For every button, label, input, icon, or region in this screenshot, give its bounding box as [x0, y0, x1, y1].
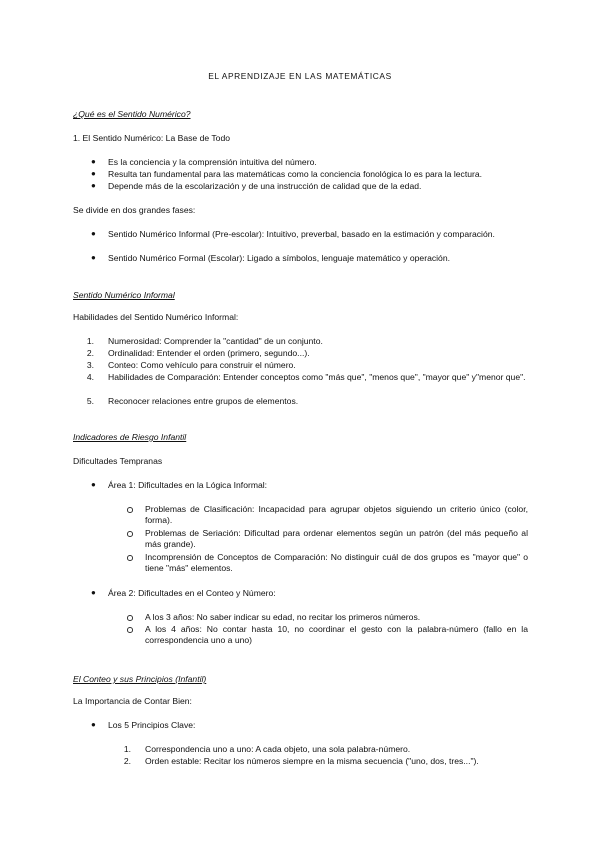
area-heading: Área 1: Dificultades en la Lógica Informal:	[108, 480, 268, 490]
sub-list-item: Orden estable: Recitar los números siempre en la misma secuencia ("uno, dos, tres...").	[145, 756, 479, 766]
subtitle-base: 1. El Sentido Numérico: La Base de Todo	[73, 133, 231, 143]
list-item: Sentido Numérico Informal (Pre-escolar): Intuitivo, preverbal, basado en la estimación y comparación.	[108, 229, 495, 239]
list-number: 2.	[123, 756, 131, 766]
bullet-dot-icon: ●	[91, 480, 96, 489]
section-heading-sentido-numerico: ¿Qué es el Sentido Numérico?	[73, 109, 191, 119]
sub-list-item: A los 3 años: No saber indicar su edad, no recitar los primeros números.	[145, 612, 421, 622]
circle-bullet-icon	[127, 531, 133, 537]
principles-heading: Los 5 Principios Clave:	[108, 720, 196, 730]
sub-list-item: A los 4 años: No contar hasta 10, no coordinar el gesto con la palabra-número (fallo en la correspondencia uno a uno)	[145, 624, 528, 645]
section-heading-informal: Sentido Numérico Informal	[73, 290, 175, 300]
bullet-dot-icon: ●	[91, 253, 96, 262]
circle-bullet-icon	[127, 555, 133, 561]
list-item: Es la conciencia y la comprensión intuitiva del número.	[108, 157, 317, 167]
list-number: 2.	[86, 348, 94, 358]
bullet-dot-icon: ●	[91, 720, 96, 729]
sub-list-item: Problemas de Seriación: Dificultad para ordenar elementos según un patrón (del más pequeño al más grande).	[145, 528, 528, 549]
skills-intro: Habilidades del Sentido Numérico Informal:	[73, 312, 239, 322]
bullet-dot-icon: ●	[91, 157, 96, 166]
list-item: Habilidades de Comparación: Entender conceptos como "más que", "menos que", "mayor que" y"menor que".	[108, 372, 526, 382]
section-heading-riesgo: Indicadores de Riesgo Infantil	[73, 432, 187, 442]
list-item: Sentido Numérico Formal (Escolar): Ligado a símbolos, lenguaje matemático y operación.	[108, 253, 451, 263]
list-item: Conteo: Como vehículo para construir el número.	[108, 360, 296, 370]
sub-list-item: Correspondencia uno a uno: A cada objeto, una sola palabra-número.	[145, 744, 411, 754]
phases-intro: Se divide en dos grandes fases:	[73, 205, 196, 215]
bullet-dot-icon: ●	[91, 181, 96, 190]
bullet-dot-icon: ●	[91, 169, 96, 178]
list-number: 4.	[86, 372, 94, 382]
list-item: Resulta tan fundamental para las matemáticas como la conciencia fonológica lo es para la lectura.	[108, 169, 483, 179]
circle-bullet-icon	[127, 615, 133, 621]
document-title: EL APRENDIZAJE EN LAS MATEMÁTICAS	[208, 71, 392, 81]
list-item: Reconocer relaciones entre grupos de elementos.	[108, 396, 299, 406]
bullet-dot-icon: ●	[91, 229, 96, 238]
difficulties-intro: Dificultades Tempranas	[73, 456, 163, 466]
bullet-dot-icon: ●	[91, 588, 96, 597]
sub-list-item: Problemas de Clasificación: Incapacidad para agrupar objetos siguiendo un criterio único (color, forma).	[145, 504, 528, 525]
list-item: Numerosidad: Comprender la "cantidad" de un conjunto.	[108, 336, 323, 346]
circle-bullet-icon	[127, 507, 133, 513]
sub-list-item: Incomprensión de Conceptos de Comparación: No distinguir cuál de dos grupos es "mayor que" o tiene "más" elementos.	[145, 552, 528, 573]
counting-intro: La Importancia de Contar Bien:	[73, 696, 192, 706]
list-number: 5.	[86, 396, 94, 406]
area-heading: Área 2: Dificultades en el Conteo y Número:	[108, 588, 276, 598]
circle-bullet-icon	[127, 627, 133, 633]
list-number: 3.	[86, 360, 94, 370]
list-item: Depende más de la escolarización y de una instrucción de calidad que de la edad.	[108, 181, 422, 191]
section-heading-conteo: El Conteo y sus Principios (Infantil)	[73, 674, 207, 684]
list-number: 1.	[86, 336, 94, 346]
list-number: 1.	[123, 744, 131, 754]
list-item: Ordinalidad: Entender el orden (primero, segundo...).	[108, 348, 310, 358]
